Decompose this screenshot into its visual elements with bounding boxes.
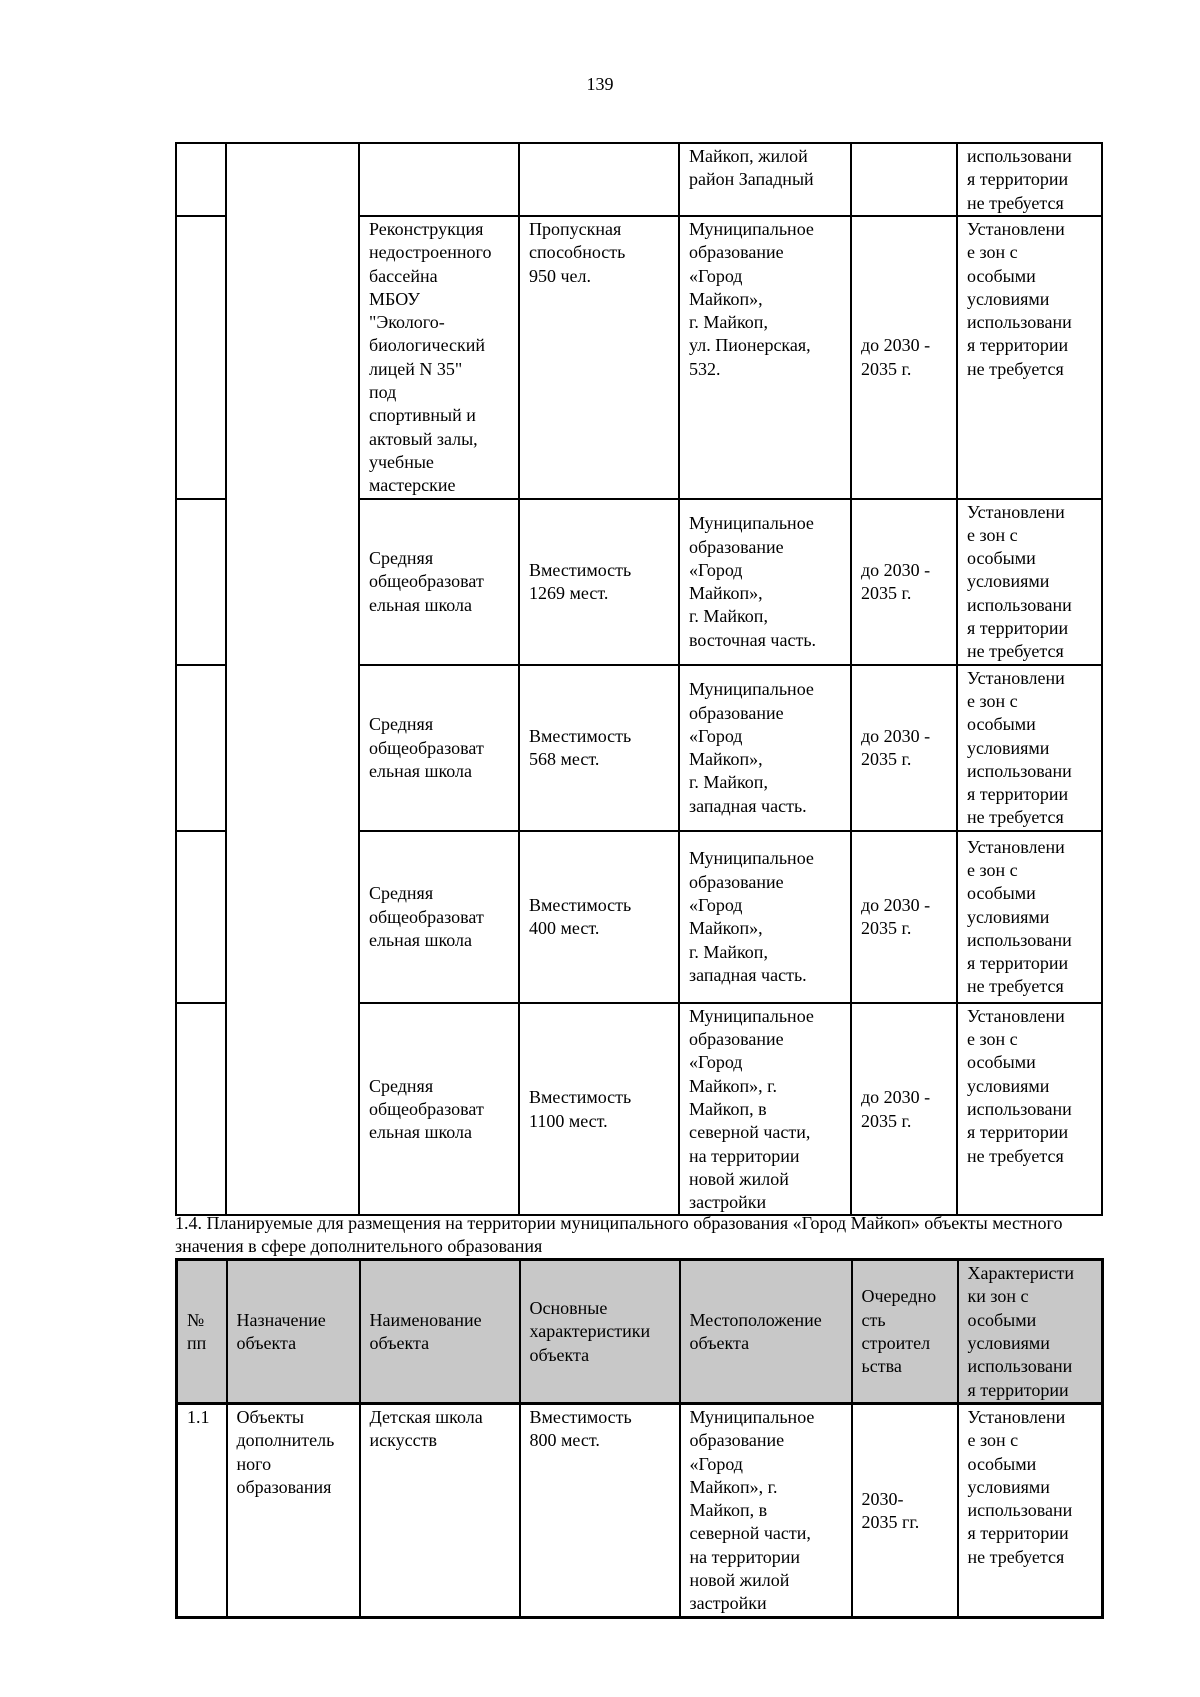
row-number-cell (176, 831, 226, 1003)
zones-cell: Установлени е зон с особыми условиями использовани я территории не требуется (957, 831, 1102, 1003)
section-title: 1.4. Планируемые для размещения на территории муниципального образования «Город Майкоп» объекты местного значения в сфере дополнительного образования (175, 1213, 1063, 1256)
characteristics-cell: Вместимость 1100 мест. (519, 1003, 679, 1216)
page-number: 139 (586, 74, 614, 94)
stage-cell: до 2030 - 2035 г. (851, 216, 957, 499)
object-name-cell: Средняя общеобразоват ельная школа (359, 831, 519, 1003)
table-row (177, 1404, 1103, 1618)
stage-cell: 2030- 2035 гг. (852, 1404, 958, 1618)
row-number-cell: 1.1 (177, 1404, 227, 1618)
stage-cell (851, 143, 957, 216)
characteristics-cell: Вместимость 800 мест. (520, 1404, 680, 1618)
header-characteristics: Основные характеристики объекта (520, 1260, 680, 1404)
header-zones: Характеристи ки зон с особыми условиями использовани я территории (958, 1260, 1103, 1404)
zones-cell: Установлени е зон с особыми условиями использовани я территории не требуется (958, 1404, 1103, 1618)
zones-cell: Установлени е зон с особыми условиями использовани я территории не требуется (957, 216, 1102, 499)
object-name-cell (359, 143, 519, 216)
header-purpose: Назначение объекта (227, 1260, 360, 1404)
characteristics-cell: Вместимость 568 мест. (519, 665, 679, 831)
location-cell: Майкоп, жилой район Западный (679, 143, 851, 216)
row-number-cell (176, 1003, 226, 1216)
stage-cell: до 2030 - 2035 г. (851, 665, 957, 831)
row-number-cell (176, 143, 226, 216)
row-number-cell (176, 216, 226, 499)
characteristics-cell: Вместимость 1269 мест. (519, 499, 679, 665)
location-cell: Муниципальное образование «Город Майкоп», г. Майкоп, ул. Пионерская, 532. (679, 216, 851, 499)
location-cell: Муниципальное образование «Город Майкоп», г. Майкоп, восточная часть. (679, 499, 851, 665)
header-num: № пп (177, 1260, 227, 1404)
table-header-row (177, 1260, 1103, 1404)
object-name-cell: Средняя общеобразоват ельная школа (359, 665, 519, 831)
stage-cell: до 2030 - 2035 г. (851, 499, 957, 665)
zones-cell: использовани я территории не требуется (957, 143, 1102, 216)
row-number-cell (176, 499, 226, 665)
header-name: Наименование объекта (360, 1260, 520, 1404)
zones-cell: Установлени е зон с особыми условиями использовани я территории не требуется (957, 1003, 1102, 1216)
zones-cell: Установлени е зон с особыми условиями использовани я территории не требуется (957, 665, 1102, 831)
table-row (176, 143, 1102, 216)
characteristics-cell: Пропускная способность 950 чел. (519, 216, 679, 499)
object-name-cell: Средняя общеобразоват ельная школа (359, 499, 519, 665)
location-cell: Муниципальное образование «Город Майкоп», г. Майкоп, в северной части, на территории новой жилой застройки (679, 1003, 851, 1216)
header-stage: Очередно сть строител ьства (852, 1260, 958, 1404)
object-name-cell: Реконструкция недостроенного бассейна МБОУ "Эколого- биологический лицей N 35" под спортивный и актовый залы, учебные мастерские (359, 216, 519, 499)
stage-cell: до 2030 - 2035 г. (851, 831, 957, 1003)
purpose-cell: Объекты дополнитель ного образования (227, 1404, 360, 1618)
purpose-cell-merged (226, 143, 359, 1215)
characteristics-cell (519, 143, 679, 216)
location-cell: Муниципальное образование «Город Майкоп», г. Майкоп, западная часть. (679, 831, 851, 1003)
stage-cell: до 2030 - 2035 г. (851, 1003, 957, 1216)
location-cell: Муниципальное образование «Город Майкоп», г. Майкоп, в северной части, на территории новой жилой застройки (680, 1404, 852, 1618)
header-location: Местоположение объекта (680, 1260, 852, 1404)
object-name-cell: Детская школа искусств (360, 1404, 520, 1618)
object-name-cell: Средняя общеобразоват ельная школа (359, 1003, 519, 1216)
row-number-cell (176, 665, 226, 831)
characteristics-cell: Вместимость 400 мест. (519, 831, 679, 1003)
zones-cell: Установлени е зон с особыми условиями использовани я территории не требуется (957, 499, 1102, 665)
objects-table-continued (175, 142, 1103, 1216)
location-cell: Муниципальное образование «Город Майкоп», г. Майкоп, западная часть. (679, 665, 851, 831)
additional-education-table (175, 1258, 1104, 1619)
